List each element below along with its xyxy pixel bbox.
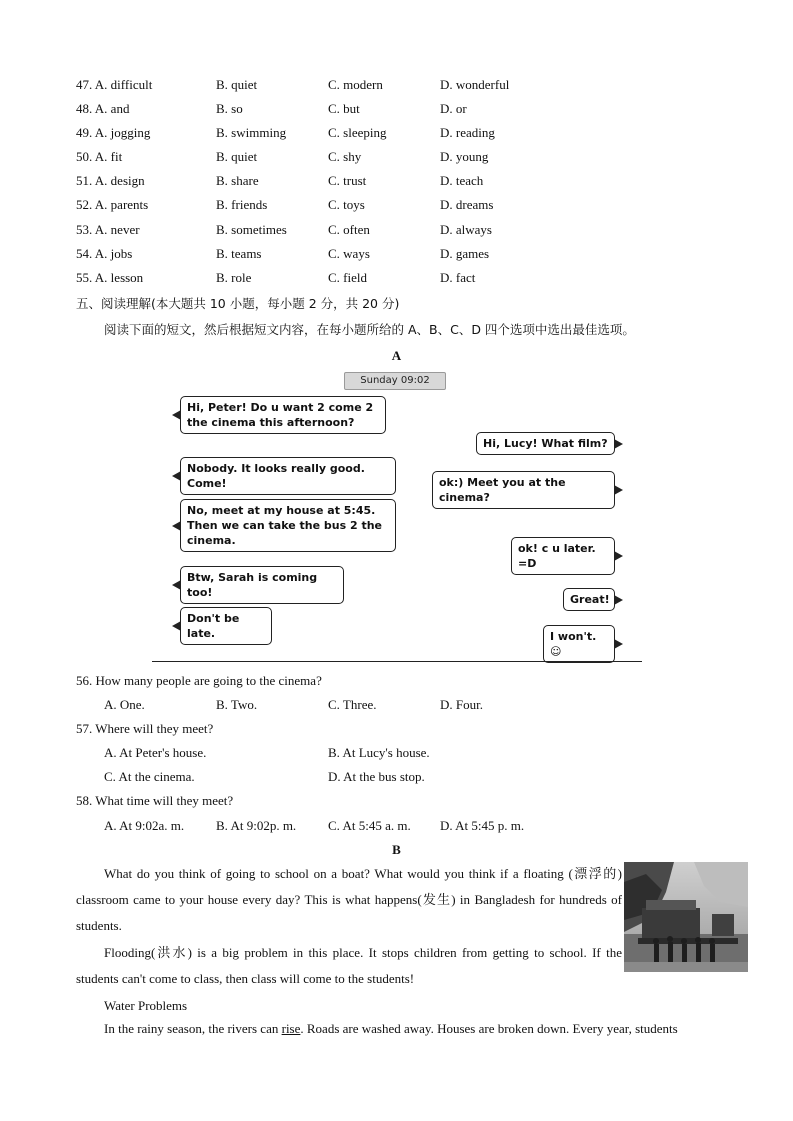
option-c: C. modern <box>328 77 383 92</box>
question-option: C. At the cinema. <box>104 769 195 784</box>
option-b: B. so <box>216 101 243 116</box>
passage-paragraph: What do you think of going to school on a boat? What would you think if a floating (漂浮的) classroom came to your house every day? This is what happens(发生) in Bangladesh for hundreds of students. <box>76 866 622 933</box>
chat-bubble-right: ok:) Meet you at the cinema? <box>432 471 615 509</box>
question-option: B. At 9:02p. m. <box>216 818 297 833</box>
option-row <box>0 149 793 167</box>
option-a: 48. A. and <box>76 101 130 116</box>
chat-bubble-left: Don't be late. <box>180 607 272 645</box>
option-row <box>0 246 793 264</box>
option-row <box>0 101 793 119</box>
option-c: C. shy <box>328 149 362 164</box>
passage-b-label: B <box>392 842 401 857</box>
option-row <box>0 270 793 288</box>
option-a: 52. A. parents <box>76 197 149 212</box>
section-instruction: 阅读下面的短文，然后根据短文内容，在每小题所给的 A、B、C、D 四个选项中选出最佳选项。 <box>104 322 635 337</box>
question-option: A. One. <box>104 697 145 712</box>
question-option: D. At 5:45 p. m. <box>440 818 525 833</box>
option-row <box>0 173 793 191</box>
option-d: D. fact <box>440 270 476 285</box>
chat-bubble-left: Btw, Sarah is coming too! <box>180 566 344 604</box>
option-b: B. quiet <box>216 77 258 92</box>
option-a: 51. A. design <box>76 173 145 188</box>
option-c: C. ways <box>328 246 370 261</box>
question-option: B. At Lucy's house. <box>328 745 430 760</box>
question-option: D. Four. <box>440 697 483 712</box>
passage-paragraph: In the rainy season, the rivers can rise. Roads are washed away. Houses are broken down. Every year, students <box>104 1021 678 1036</box>
chat-bubble-left: Hi, Peter! Do u want 2 come 2 the cinema this afternoon? <box>180 396 386 434</box>
option-b: B. share <box>216 173 259 188</box>
option-d: D. or <box>440 101 467 116</box>
option-b: B. friends <box>216 197 268 212</box>
question-option: C. Three. <box>328 697 377 712</box>
option-c: C. trust <box>328 173 367 188</box>
question-option: B. Two. <box>216 697 258 712</box>
chat-divider <box>152 661 642 662</box>
option-b: B. sometimes <box>216 222 287 237</box>
question-option: A. At Peter's house. <box>104 745 207 760</box>
option-c: C. field <box>328 270 367 285</box>
passage-paragraph: Flooding(洪水) is a big problem in this place. It stops children from getting to school. If the students can't come to class, then class will come to the students! <box>76 945 622 986</box>
option-row <box>0 77 793 95</box>
option-row <box>0 197 793 215</box>
chat-bubble-right: Great! <box>563 588 615 611</box>
chat-bubble-right: Hi, Lucy! What film? <box>476 432 615 455</box>
chat-bubble-right: ok! c u later. =D <box>511 537 615 575</box>
option-d: D. always <box>440 222 492 237</box>
option-a: 50. A. fit <box>76 149 123 164</box>
option-row <box>0 222 793 240</box>
option-row <box>0 125 793 143</box>
chat-timestamp: Sunday 09:02 <box>344 372 446 390</box>
question-option: A. At 9:02a. m. <box>104 818 185 833</box>
option-a: 55. A. lesson <box>76 270 144 285</box>
option-d: D. dreams <box>440 197 494 212</box>
question-stem: 56. How many people are going to the cinema? <box>76 673 322 688</box>
option-d: D. reading <box>440 125 495 140</box>
option-a: 49. A. jogging <box>76 125 151 140</box>
section-heading: 五、阅读理解(本大题共 10 小题，每小题 2 分，共 20 分) <box>76 296 400 311</box>
option-c: C. but <box>328 101 360 116</box>
option-c: C. toys <box>328 197 365 212</box>
option-c: C. often <box>328 222 370 237</box>
floating-school-photo <box>624 862 748 972</box>
chat-figure <box>152 366 642 662</box>
underlined-word: rise <box>281 1021 301 1036</box>
option-d: D. teach <box>440 173 484 188</box>
question-option: C. At 5:45 a. m. <box>328 818 411 833</box>
chat-bubble-left: No, meet at my house at 5:45. Then we can take the bus 2 the cinema. <box>180 499 396 552</box>
question-stem: 58. What time will they meet? <box>76 793 234 808</box>
option-d: D. wonderful <box>440 77 510 92</box>
option-c: C. sleeping <box>328 125 387 140</box>
option-d: D. games <box>440 246 490 261</box>
option-a: 47. A. difficult <box>76 77 153 92</box>
option-d: D. young <box>440 149 489 164</box>
question-option: D. At the bus stop. <box>328 769 425 784</box>
option-b: B. quiet <box>216 149 258 164</box>
option-a: 54. A. jobs <box>76 246 133 261</box>
chat-bubble-right: I won't. ☺ <box>543 625 615 663</box>
passage-a-label: A <box>391 348 402 363</box>
option-b: B. role <box>216 270 252 285</box>
option-b: B. teams <box>216 246 262 261</box>
passage-subheading: Water Problems <box>104 998 188 1013</box>
question-stem: 57. Where will they meet? <box>76 721 214 736</box>
chat-bubble-left: Nobody. It looks really good. Come! <box>180 457 396 495</box>
option-b: B. swimming <box>216 125 287 140</box>
option-a: 53. A. never <box>76 222 140 237</box>
